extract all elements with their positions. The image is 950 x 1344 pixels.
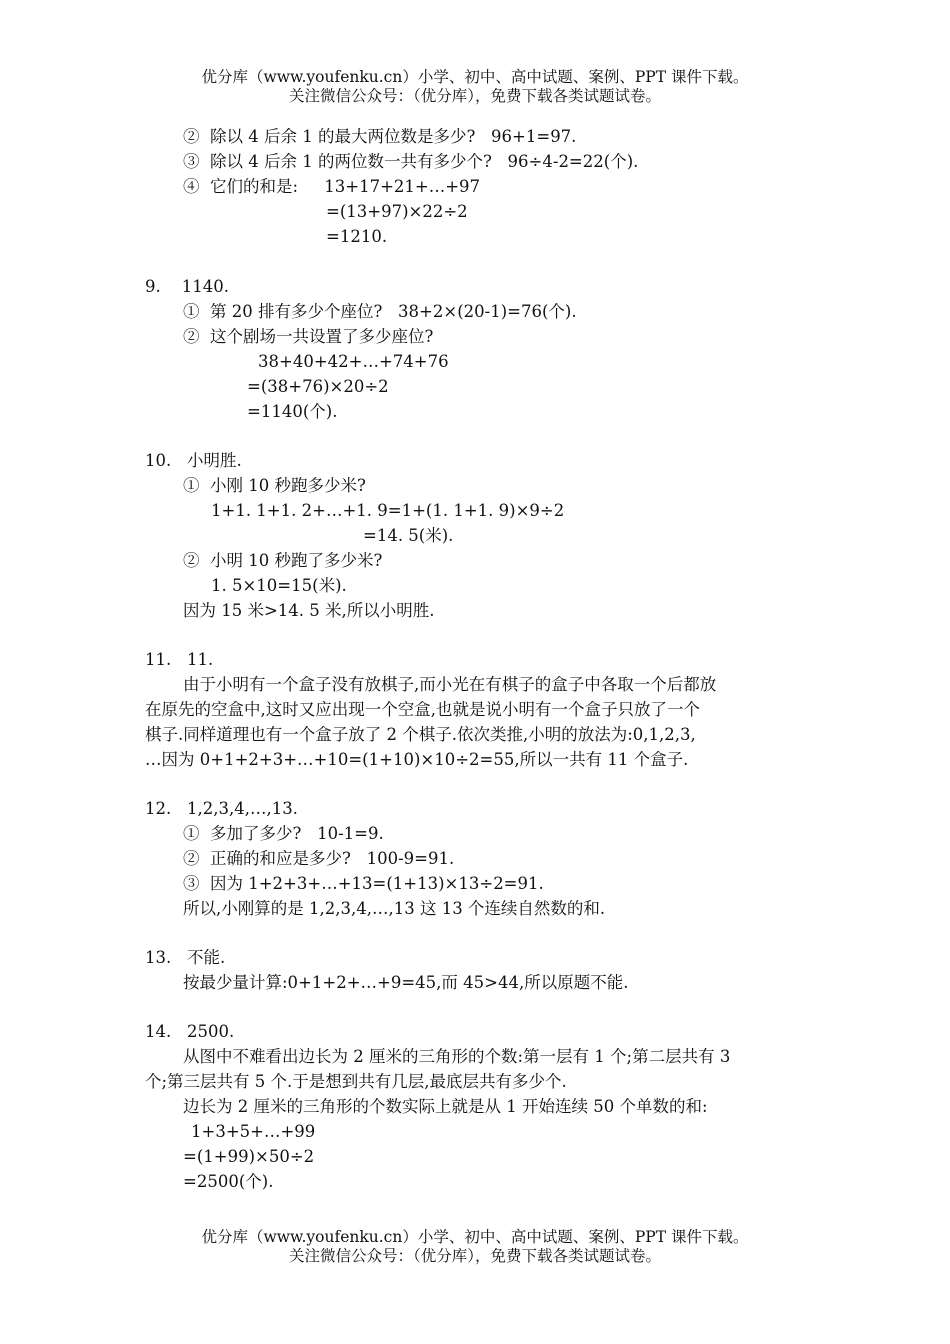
answer-line: ② 小明 10 秒跑了多少米?	[183, 551, 383, 570]
page-footer	[0, 1228, 950, 1266]
answer-line: =1210.	[326, 227, 388, 246]
answer-line: 边长为 2 厘米的三角形的个数实际上就是从 1 开始连续 50 个单数的和:	[183, 1097, 708, 1116]
answer-line: 所以,小刚算的是 1,2,3,4,…,13 这 13 个连续自然数的和.	[183, 899, 606, 918]
answer-line: =14. 5(米).	[363, 526, 454, 545]
answer-line: ② 除以 4 后余 1 的最大两位数是多少? 96+1=97.	[183, 127, 577, 146]
answer-line: 由于小明有一个盒子没有放棋子,而小光在有棋子的盒子中各取一个后都放	[183, 675, 717, 694]
answer-line: =2500(个).	[183, 1172, 274, 1191]
question-heading: 12. 1,2,3,4,…,13.	[145, 799, 298, 818]
answer-line: 1+3+5+…+99	[191, 1122, 316, 1141]
question-heading: 11. 11.	[145, 650, 214, 669]
answer-line: =1140(个).	[247, 402, 338, 421]
answer-line: =(13+97)×22÷2	[326, 202, 468, 221]
answer-line: 在原先的空盒中,这时又应出现一个空盒,也就是说小明有一个盒子只放了一个	[145, 700, 700, 719]
answer-line: =(38+76)×20÷2	[247, 377, 389, 396]
answer-line: ① 第 20 排有多少个座位? 38+2×(20-1)=76(个).	[183, 302, 577, 321]
question-heading: 9. 1140.	[145, 277, 229, 296]
answer-line: =(1+99)×50÷2	[183, 1147, 315, 1166]
answer-line: ① 多加了多少? 10-1=9.	[183, 824, 384, 843]
answer-line: 从图中不难看出边长为 2 厘米的三角形的个数:第一层有 1 个;第二层共有 3	[183, 1047, 731, 1066]
answer-line: ③ 除以 4 后余 1 的两位数一共有多少个? 96÷4-2=22(个).	[183, 152, 639, 171]
question-heading: 14. 2500.	[145, 1022, 235, 1041]
page-header	[0, 68, 950, 106]
question-heading: 13. 不能.	[145, 948, 226, 967]
answer-line: 1. 5×10=15(米).	[211, 576, 347, 595]
answer-line: 38+40+42+…+74+76	[258, 352, 449, 371]
header-line-1: 优分库（www.youfenku.cn）小学、初中、高中试题、案例、PPT 课件下载。	[201, 68, 749, 86]
answer-line: ① 小刚 10 秒跑多少米?	[183, 476, 366, 495]
answer-line: 1+1. 1+1. 2+…+1. 9=1+(1. 1+1. 9)×9÷2	[211, 501, 565, 520]
footer-line-2: 关注微信公众号：（优分库），免费下载各类试题试卷。	[288, 1247, 661, 1265]
answer-line: …因为 0+1+2+3+…+10=(1+10)×10÷2=55,所以一共有 11 个盒子.	[145, 750, 689, 769]
answer-line: 按最少量计算:0+1+2+…+9=45,而 45>44,所以原题不能.	[183, 973, 629, 992]
answer-line: ③ 因为 1+2+3+…+13=(1+13)×13÷2=91.	[183, 874, 544, 893]
answer-line: 棋子.同样道理也有一个盒子放了 2 个棋子.依次类推,小明的放法为:0,1,2,3,	[145, 725, 696, 744]
answer-line: ④ 它们的和是: 13+17+21+…+97	[183, 177, 481, 196]
question-heading: 10. 小明胜.	[145, 451, 242, 470]
answer-line: 因为 15 米>14. 5 米,所以小明胜.	[183, 601, 435, 620]
answer-line: ② 这个剧场一共设置了多少座位?	[183, 327, 434, 346]
answer-line: ② 正确的和应是多少? 100-9=91.	[183, 849, 455, 868]
footer-line-1: 优分库（www.youfenku.cn）小学、初中、高中试题、案例、PPT 课件下载。	[201, 1228, 749, 1246]
header-line-2: 关注微信公众号：（优分库），免费下载各类试题试卷。	[288, 87, 661, 105]
answer-line: 个;第三层共有 5 个.于是想到共有几层,最底层共有多少个.	[145, 1072, 567, 1091]
